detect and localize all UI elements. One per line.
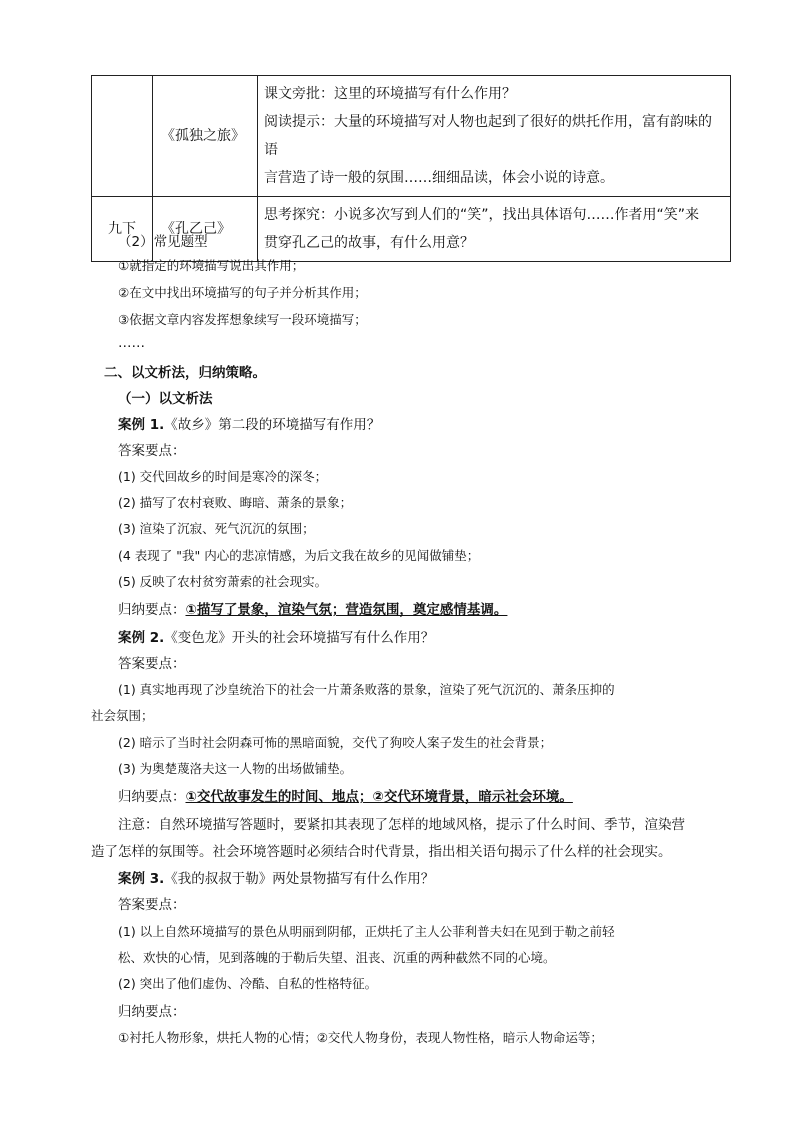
- question-types-heading: （2）常见题型: [118, 234, 208, 250]
- summary-line: [118, 598, 507, 618]
- grade-cell: 九下: [92, 197, 153, 262]
- notes-line: 思考探究：小说多次写到人们的“笑”，找出具体语句……作者用“笑”来: [264, 207, 700, 223]
- summary-heading: 归纳要点：: [118, 1004, 186, 1020]
- answer-point: (1) 交代回故乡的时间是寒冷的深冬；: [118, 469, 328, 484]
- answer-point: 社会氛围；: [91, 708, 154, 723]
- case-question-text: 《变色龙》开头的社会环境描写有什么作用？: [164, 630, 435, 646]
- notes-line: 阅读提示：大量的环境描写对人物也起到了很好的烘托作用，富有韵味的语: [264, 114, 712, 158]
- summary-text: ①交代故事发生的时间、地点；②交代环境背景，暗示社会环境。: [185, 789, 573, 805]
- table-row: [92, 76, 731, 197]
- case-question: [118, 413, 380, 433]
- section-heading: 二、以文析法，归纳策略。: [104, 365, 266, 381]
- summary-line: [118, 785, 573, 805]
- notes-line: 言营造了诗一般的氛围……细细品读，体会小说的诗意。: [264, 170, 614, 186]
- question-type-item: ③依据文章内容发挥想象续写一段环境描写；: [118, 312, 367, 327]
- notes-line: 课文旁批：这里的环境描写有什么作用？: [264, 86, 516, 102]
- answer-point: 松、欢快的心情，见到落魄的于勒后失望、沮丧、沉重的两种截然不同的心境。: [118, 950, 556, 965]
- question-type-item: ①就指定的环境描写说出其作用；: [118, 258, 305, 273]
- grade-cell: [92, 76, 153, 197]
- answer-point: (2) 突出了他们虚伪、冷酷、自私的性格特征。: [118, 976, 378, 991]
- case-label: 案例 3.: [118, 871, 165, 887]
- answer-point: (2) 描写了农村衰败、晦暗、萧条的景象；: [118, 495, 353, 510]
- answer-heading: 答案要点：: [118, 443, 186, 459]
- notes-line: 贯穿孔乙己的故事，有什么用意？: [264, 235, 474, 251]
- answer-point: (2) 暗示了当时社会阴森可怖的黑暗面貌，交代了狗咬人案子发生的社会背景；: [118, 735, 553, 750]
- answer-point: (1) 真实地再现了沙皇统治下的社会一片萧条败落的景象，渲染了死气沉沉的、萧条压抑的: [118, 682, 615, 697]
- table-row: [92, 197, 731, 262]
- case-question: [118, 867, 434, 887]
- notes-cell: [258, 76, 731, 197]
- answer-point: (4 表现了 "我" 内心的悲凉情感，为后文我在故乡的见闻做铺垫；: [118, 548, 480, 563]
- subsection-heading: （一）以文析法: [118, 391, 213, 407]
- case-question: [118, 626, 434, 646]
- lesson-title-cell: 《孤独之旅》: [153, 76, 258, 197]
- answer-point: (3) 为奥楚蔑洛夫这一人物的出场做铺垫。: [118, 761, 353, 776]
- note-line: 注意：自然环境描写答题时，要紧扣其表现了怎样的地域风格，提示了什么时间、季节，渲染营: [118, 817, 685, 833]
- notes-cell: [258, 197, 731, 262]
- answer-heading: 答案要点：: [118, 656, 186, 672]
- ellipsis: ……: [118, 335, 145, 351]
- answer-point: (5) 反映了农村贫穷萧索的社会现实。: [118, 574, 328, 589]
- summary-text: ①衬托人物形象，烘托人物的心情；②交代人物身份，表现人物性格，暗示人物命运等；: [118, 1030, 603, 1045]
- case-label: 案例 1.: [118, 417, 165, 433]
- case-label: 案例 2.: [118, 630, 165, 646]
- case-question-text: 《故乡》第二段的环境描写有作用？: [164, 417, 381, 433]
- lesson-title-cell: 《孔乙己》: [153, 197, 258, 262]
- question-type-item: ②在文中找出环境描写的句子并分析其作用；: [118, 285, 367, 300]
- case-question-text: 《我的叔叔于勒》两处景物描写有什么作用？: [164, 871, 435, 887]
- answer-heading: 答案要点：: [118, 897, 186, 913]
- summary-text: ①描写了景象，渲染气氛；营造氛围，奠定感情基调。: [185, 602, 508, 618]
- answer-point: (1) 以上自然环境描写的景色从明丽到阴郁，正烘托了主人公菲利普夫妇在见到于勒之前轻: [118, 924, 615, 939]
- summary-label: 归纳要点：: [118, 602, 186, 618]
- answer-point: (3) 渲染了沉寂、死气沉沉的氛围；: [118, 521, 315, 536]
- summary-label: 归纳要点：: [118, 789, 186, 805]
- note-line: 造了怎样的氛围等。社会环境答题时必须结合时代背景，指出相关语句揭示了什么样的社会现实。: [91, 844, 672, 860]
